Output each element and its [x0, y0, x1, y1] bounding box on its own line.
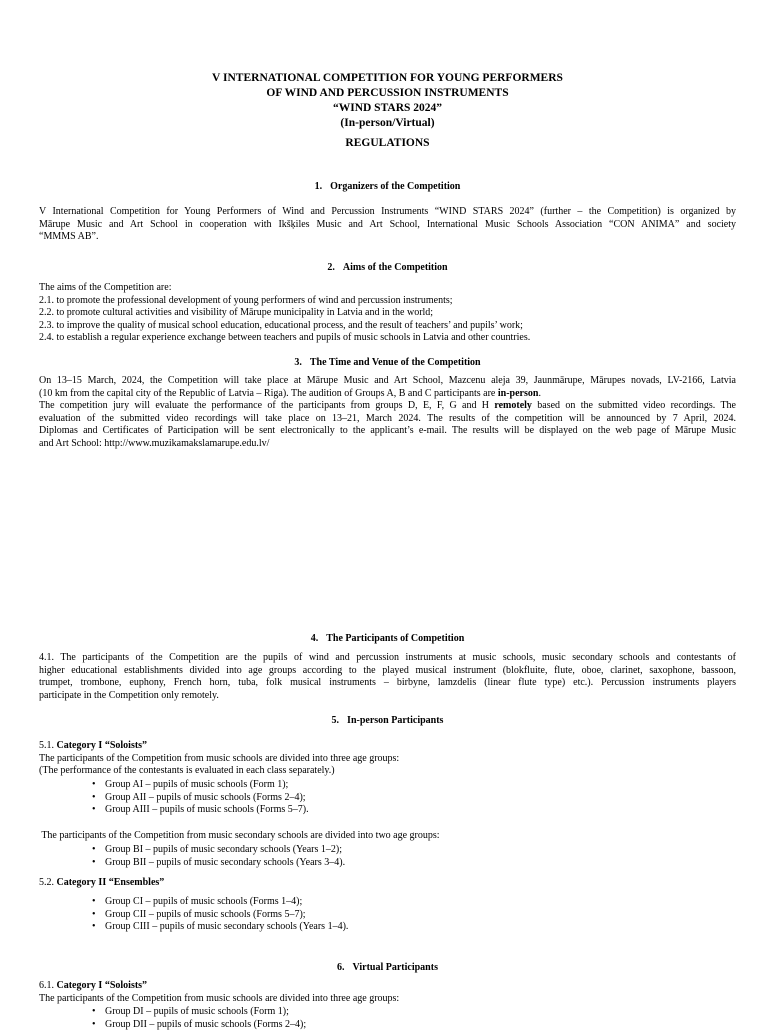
- section-title: In-person Participants: [347, 715, 444, 726]
- text-line: Diplomas and Certificates of Participation will be sent electronically to the applicant’s e-mail. The results will be displayed on the web page of Mārupe Music: [39, 425, 736, 437]
- section-number: 2.: [327, 262, 335, 273]
- section-title: Virtual Participants: [352, 962, 438, 973]
- list-item: • Group AIII – pupils of music schools (Forms 5–7).: [92, 804, 309, 817]
- section-4-paragraph: [39, 652, 736, 702]
- group-a-list: [92, 779, 309, 817]
- title-line-4: (In-person/Virtual): [340, 117, 435, 129]
- text-line: participate in the Competition only remotely.: [39, 689, 219, 701]
- title-line-2: OF WIND AND PERCUSSION INSTRUMENTS: [266, 87, 509, 99]
- section-6-heading: [39, 962, 736, 975]
- document-title: [39, 71, 736, 131]
- section-2-heading: [39, 262, 736, 275]
- section-number: 3.: [294, 357, 302, 368]
- text-line: “MMMS AB”.: [39, 231, 99, 243]
- category-2-heading: 5.2. Category II “Ensembles”: [39, 877, 165, 888]
- regulations-heading: REGULATIONS: [345, 137, 430, 149]
- list-item: • Group CI – pupils of music schools (Forms 1–4);: [92, 896, 348, 909]
- section-1-heading: [39, 181, 736, 194]
- section-number: 1.: [314, 181, 323, 192]
- remotely-emphasis: remotely: [494, 400, 532, 412]
- list-item: • Group AI – pupils of music schools (Form 1);: [92, 779, 309, 792]
- list-item: • Group AII – pupils of music schools (Forms 2–4);: [92, 792, 309, 805]
- section-title: The Time and Venue of the Competition: [309, 357, 481, 368]
- list-item: • Group DII – pupils of music schools (Forms 2–4);: [92, 1019, 306, 1031]
- virtual-category-1-block: [39, 980, 736, 1005]
- aim-item: 2.2. to promote cultural activities and visibility of Mārupe municipality in Latvia and in the world;: [39, 307, 434, 319]
- text-line: On 13–15 March, 2024, the Competition will take place at Mārupe Music and Art School, Mazcenu aleja 39, Jaunmārupe, Mārupes novads, LV-2166, Latvia: [39, 375, 736, 386]
- secondary-schools-intro: The participants of the Competition from music secondary schools are divided into two age groups:: [39, 830, 440, 841]
- results-url-line: and Art School: http://www.muzikamakslamarupe.edu.lv/: [39, 437, 270, 449]
- section-3-heading: [39, 357, 736, 370]
- section-1-paragraph: [39, 206, 736, 244]
- text-line: (The performance of the contestants is evaluated in each class separately.): [39, 765, 335, 777]
- list-item: • Group DI – pupils of music schools (Form 1);: [92, 1006, 306, 1019]
- title-line-3: “WIND STARS 2024”: [332, 102, 443, 114]
- title-line-1: V INTERNATIONAL COMPETITION FOR YOUNG PERFORMERS: [212, 72, 563, 84]
- group-c-list: [92, 896, 348, 934]
- text-line: 4.1. The participants of the Competition are the pupils of wind and percussion instruments at music schools, music secondary schools and contestants of: [39, 652, 736, 663]
- text-line: The aims of the Competition are:: [39, 282, 172, 293]
- aim-item: 2.4. to establish a regular experience exchange between teachers and pupils of music schools in Latvia and other countries.: [39, 332, 531, 344]
- text-line: (10 km from the capital city of the Republic of Latvia – Riga). The audition of Groups A, B and C participants are in-person.: [39, 387, 541, 399]
- document-page: [39, 0, 736, 1030]
- text-line: evaluation of the submitted video recordings will take place on 13–21, March 2024. The results of the competition will be announced by 7 April, 2024.: [39, 412, 736, 424]
- section-4-heading: [39, 633, 736, 646]
- text-line: trumpet, trombone, euphony, French horn, tuba, folk musical instruments – birbyne, lamzdelis (linear flute type) etc.). Percussion instruments players: [39, 677, 736, 689]
- group-d-list: [92, 1006, 306, 1031]
- text-line: V International Competition for Young Performers of Wind and Percussion Instruments “WIND STARS 2024” (further – the Competition) is organized by: [39, 206, 736, 217]
- section-number: 6.: [337, 962, 345, 973]
- category-heading: 6.1. Category I “Soloists”: [39, 980, 148, 991]
- text-line: higher educational establishments divided into age groups according to the played musical instrument (blokfluite, flute, oboe, clarinet, saxophone, bassoon,: [39, 664, 736, 676]
- aim-item: 2.1. to promote the professional development of young performers of wind and percussion instruments;: [39, 294, 453, 306]
- section-3-paragraph: [39, 375, 736, 451]
- category-heading: 5.1. Category I “Soloists”: [39, 740, 148, 751]
- list-item: • Group BII – pupils of music secondary schools (Years 3–4).: [92, 857, 345, 870]
- section-number: 5.: [331, 715, 340, 726]
- aim-item: 2.3. to improve the quality of musical school education, educational process, and the result of teachers’ and pupils’ work;: [39, 319, 523, 331]
- text-line: Mārupe Music and Art School in cooperation with Ikšķiles Music and Art School, International Music Schools Association “CON ANIMA” and society: [39, 218, 736, 230]
- section-2-list: [39, 282, 736, 345]
- text-line: The participants of the Competition from music schools are divided into three age groups:: [39, 752, 400, 764]
- group-b-list: [92, 844, 345, 869]
- category-1-block: [39, 740, 736, 778]
- section-title: The Participants of Competition: [326, 633, 465, 644]
- section-5-heading: [39, 715, 736, 728]
- list-item: • Group CIII – pupils of music secondary schools (Years 1–4).: [92, 921, 348, 934]
- section-title: Organizers of the Competition: [330, 181, 461, 192]
- in-person-emphasis: in-person: [497, 387, 539, 399]
- section-title: Aims of the Competition: [342, 262, 448, 273]
- section-number: 4.: [310, 633, 319, 644]
- list-item: • Group BI – pupils of music secondary schools (Years 1–2);: [92, 844, 345, 857]
- text-line: The competition jury will evaluate the performance of the participants from groups D, E, F, G and H remotely based on the submitted video recordings. The: [39, 400, 736, 412]
- list-item: • Group CII – pupils of music schools (Forms 5–7);: [92, 909, 348, 922]
- text-line: The participants of the Competition from music schools are divided into three age groups:: [39, 992, 400, 1004]
